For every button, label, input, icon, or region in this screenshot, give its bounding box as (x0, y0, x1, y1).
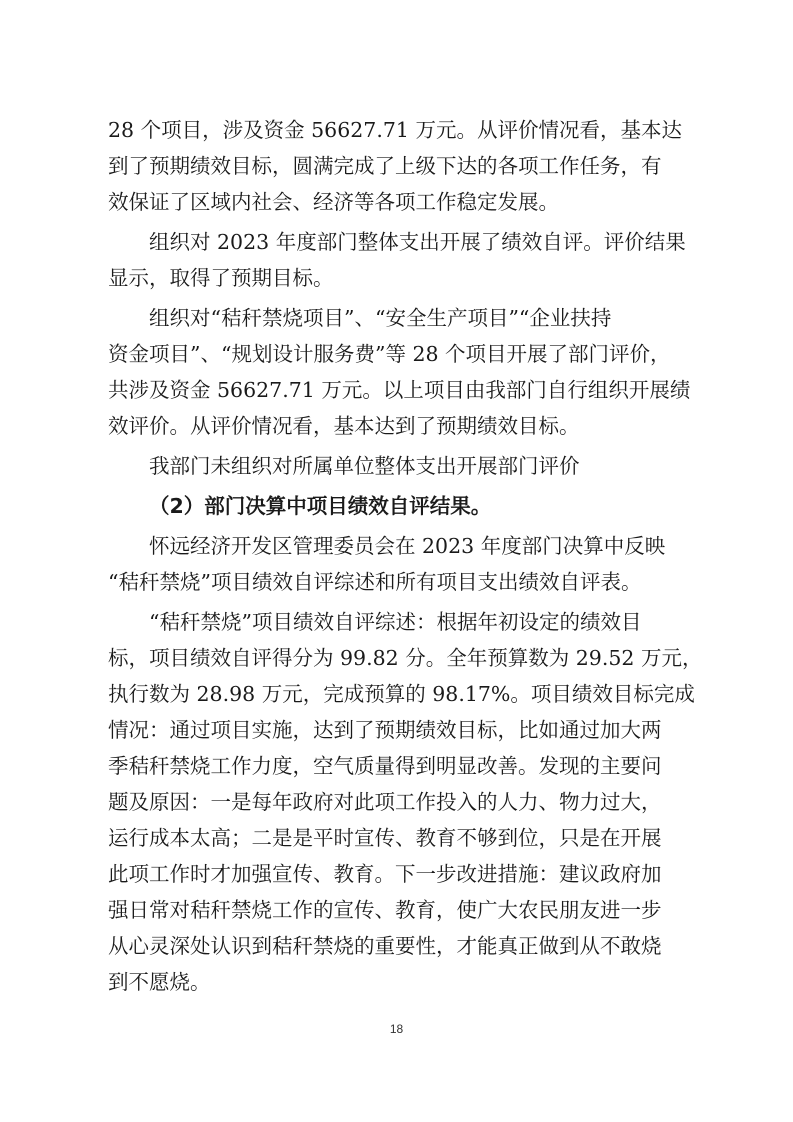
text-line: “秸秆禁烧”项目绩效自评综述和所有项目支出绩效自评表。 (108, 570, 642, 594)
text-line: 题及原因：一是每年政府对此项工作投入的人力、物力过大， (108, 790, 662, 814)
text-line: 执行数为 28.98 万元，完成预算的 98.17%。项目绩效目标完成 (108, 682, 695, 706)
text-line: 怀远经济开发区管理委员会在 2023 年度部门决算中反映 (149, 534, 666, 558)
heading-text: （2）部门决算中项目绩效自评结果。 (149, 494, 492, 518)
text-line: 季秸秆禁烧工作力度，空气质量得到明显改善。发现的主要问 (108, 754, 662, 778)
text-line: 资金项目”、“规划设计服务费”等 28 个项目开展了部门评价， (108, 342, 671, 366)
text-line: 28 个项目，涉及资金 56627.71 万元。从评价情况看，基本达 (108, 118, 682, 142)
text-line: “秸秆禁烧”项目绩效自评综述：根据年初设定的绩效目 (149, 610, 642, 634)
text-line: 从心灵深处认识到秸秆禁烧的重要性，才能真正做到从不敢烧 (108, 934, 662, 958)
page-number: 18 (389, 1022, 404, 1036)
text-line: 共涉及资金 56627.71 万元。以上项目由我部门自行组织开展绩 (108, 378, 691, 402)
text-line: 组织对 2023 年度部门整体支出开展了绩效自评。评价结果 (149, 230, 686, 254)
text-line: 效保证了区域内社会、经济等各项工作稳定发展。 (108, 190, 559, 214)
paragraph (108, 224, 698, 296)
paragraph (108, 300, 698, 444)
text-line: 我部门未组织对所属单位整体支出开展部门评价 (149, 454, 580, 478)
page-body (108, 112, 703, 1000)
text-line: 到不愿烧。 (108, 970, 211, 994)
text-line: 标，项目绩效自评得分为 99.82 分。全年预算数为 29.52 万元， (108, 646, 703, 670)
text-line: 到了预期绩效目标，圆满完成了上级下达的各项工作任务，有 (108, 154, 662, 178)
text-line: 运行成本太高；二是是平时宣传、教育不够到位，只是在开展 (108, 826, 662, 850)
text-line: 强日常对秸秆禁烧工作的宣传、教育，使广大农民朋友进一步 (108, 898, 662, 922)
paragraph (108, 112, 698, 220)
text-line: 此项工作时才加强宣传、教育。下一步改进措施：建议政府加 (108, 862, 662, 886)
text-line: 效评价。从评价情况看，基本达到了预期绩效目标。 (108, 414, 580, 438)
text-line: 组织对“秸秆禁烧项目”、“安全生产项目”“企业扶持 (149, 306, 612, 330)
paragraph (108, 528, 698, 600)
paragraph (108, 604, 703, 1000)
paragraph (108, 448, 698, 484)
text-line: 显示，取得了预期目标。 (108, 266, 334, 290)
section-heading (108, 488, 698, 524)
text-line: 情况：通过项目实施，达到了预期绩效目标，比如通过加大两 (108, 718, 662, 742)
